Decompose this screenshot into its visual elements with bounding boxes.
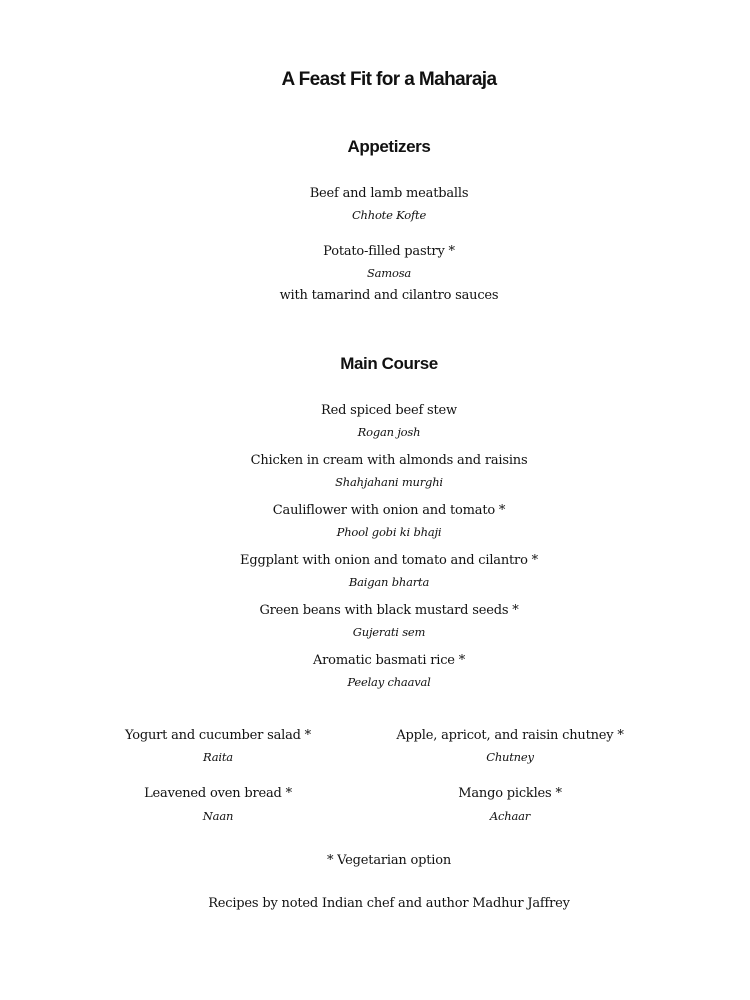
recipe-credit: Recipes by noted Indian chef and author Madhur Jaffrey bbox=[208, 896, 570, 911]
vegetarian-note: * Vegetarian option bbox=[326, 853, 452, 868]
section-heading-main-course: Main Course bbox=[340, 354, 438, 373]
page-title: A Feast Fit for a Maharaja bbox=[281, 69, 497, 90]
side-dish-native-name: Achaar bbox=[489, 809, 531, 823]
dish-name: Beef and lamb meatballs bbox=[309, 186, 469, 201]
dish-native-name: Gujerati sem bbox=[352, 625, 426, 639]
dish-name: Aromatic basmati rice * bbox=[312, 653, 466, 668]
dish-name: Eggplant with onion and tomato and cilantro * bbox=[240, 553, 538, 568]
dish-native-name: Samosa bbox=[366, 266, 412, 280]
dish-native-name: Rogan josh bbox=[357, 425, 421, 439]
dish-name: Potato-filled pastry * bbox=[323, 244, 455, 259]
side-dish-native-name: Naan bbox=[202, 809, 234, 823]
dish-name: Cauliflower with onion and tomato * bbox=[272, 503, 506, 518]
dish-name: Red spiced beef stew bbox=[321, 403, 457, 418]
side-dish-name: Yogurt and cucumber salad * bbox=[124, 728, 311, 743]
dish-native-name: Peelay chaaval bbox=[347, 675, 431, 689]
side-dish-native-name: Chutney bbox=[486, 750, 534, 764]
dish-name: Chicken in cream with almonds and raisins bbox=[250, 453, 528, 468]
dish-note: with tamarind and cilantro sauces bbox=[279, 288, 499, 303]
dish-name: Green beans with black mustard seeds * bbox=[259, 603, 519, 618]
dish-native-name: Shahjahani murghi bbox=[335, 475, 443, 489]
side-dish-name: Mango pickles * bbox=[458, 786, 562, 801]
dish-native-name: Chhote Kofte bbox=[351, 208, 427, 222]
side-dish-name: Apple, apricot, and raisin chutney * bbox=[396, 728, 624, 743]
dish-native-name: Phool gobi ki bhaji bbox=[336, 525, 442, 539]
section-heading-appetizers: Appetizers bbox=[347, 137, 431, 156]
dish-native-name: Baigan bharta bbox=[348, 575, 430, 589]
side-dish-name: Leavened oven bread * bbox=[144, 786, 292, 801]
side-dish-native-name: Raita bbox=[203, 750, 233, 764]
